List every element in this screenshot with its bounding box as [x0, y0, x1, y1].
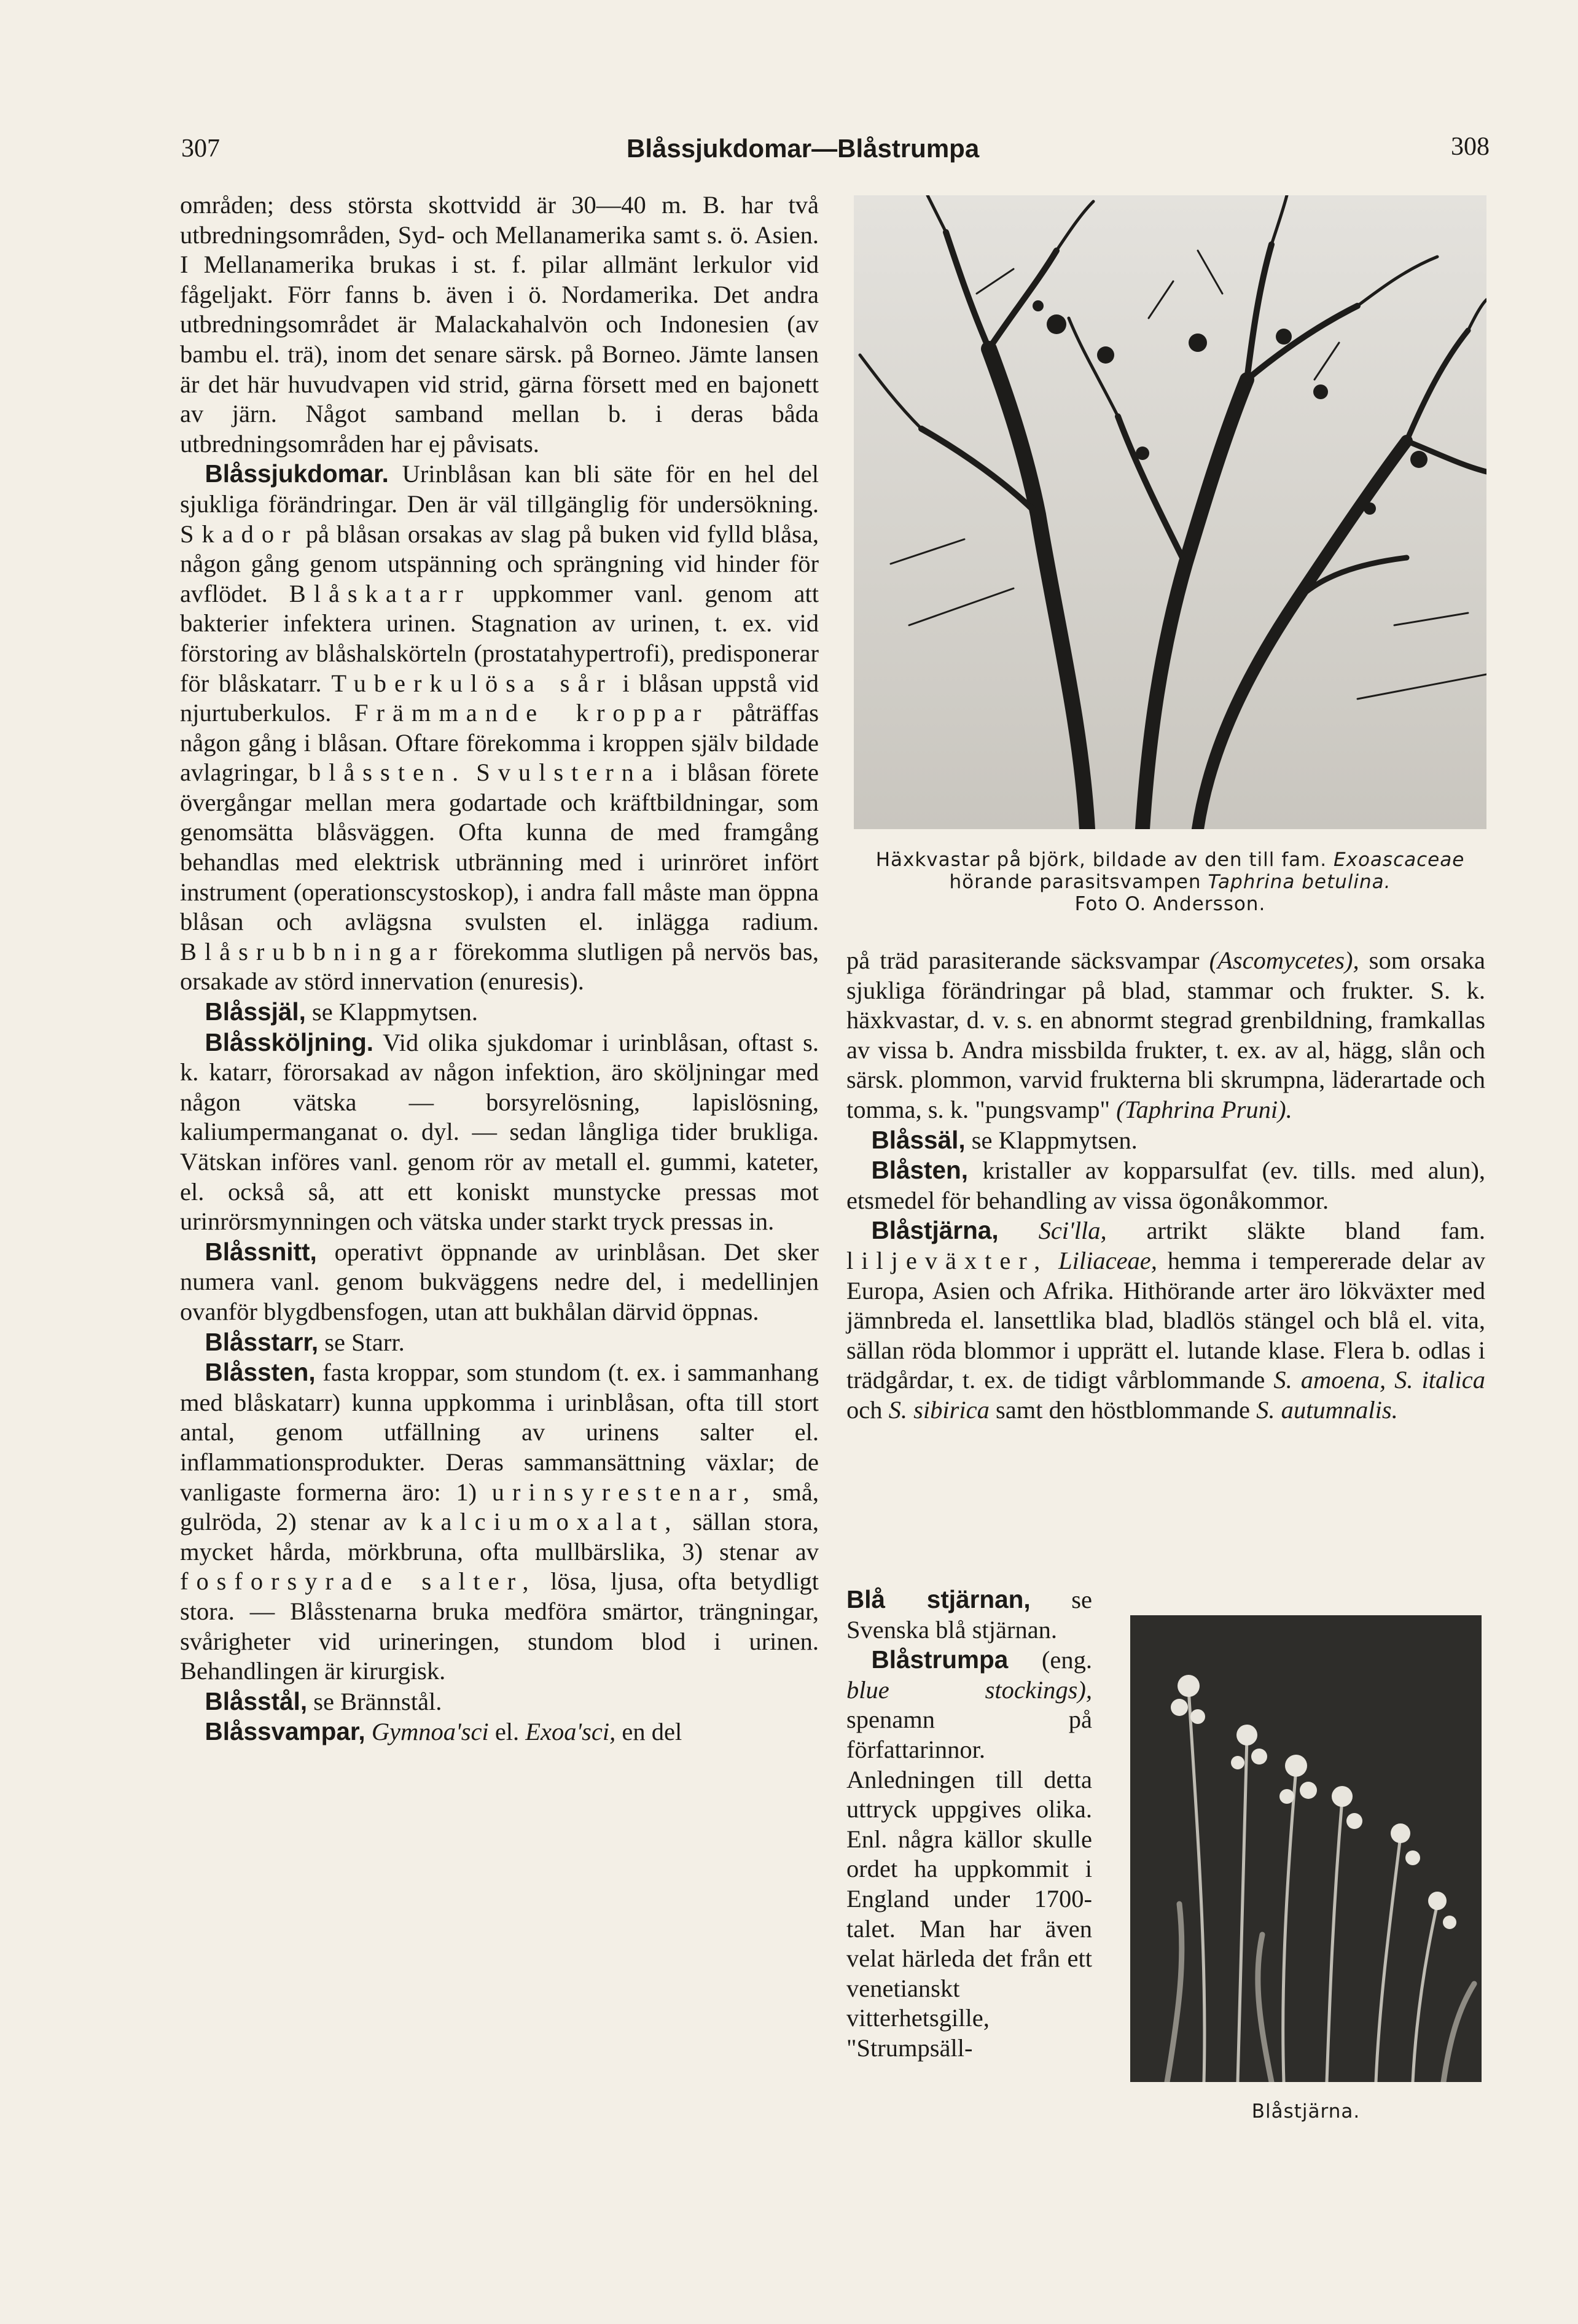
entry-blassten — [180, 1357, 819, 1686]
intro-paragraph: områden; dess största skottvidd är 30—40 m. B. har två utbredningsområden, Syd- och Mellanamerika samt s. ö. Asien. I Mellanamerika brukas i st. f. pilar allmänt lerkulor vid fågeljakt. Förr fanns b. även i ö. Nordamerika. Det andra utbredningsområdet är Malackahalvön och Indonesien (av bambu el. trä), inom det senare särsk. på Borneo. Jämte lansen är det här huvudvapen vid strid, gärna försett med en bajonett av järn. Något samband mellan b. i deras båda utbredningsområden har ej påvisats. — [180, 191, 819, 458]
caption-latin: Taphrina betulina. — [1208, 871, 1391, 893]
entry-text: artrikt släkte bland fam. — [1106, 1217, 1485, 1245]
continued-blassvampar — [846, 946, 1485, 1125]
entry-text: uppkommer vanl. genom att bakterier infektera urinen. Stagnation av urinen, t. ex. vid förstoring av blåshalskörteln (prostatahypertrofi), predisponerar för blåskatarr. — [180, 579, 819, 697]
spaced-term: Blåskatarr — [289, 579, 471, 607]
spaced-term: urinsyrestenar, — [491, 1478, 758, 1506]
entry-blasten — [846, 1155, 1485, 1215]
entry-blassjal — [180, 997, 819, 1027]
entry-text: i blåsan förete övergångar mellan mera godartade och kräftbildningar, som genomsätta blåsväggen. Ofta kunna de med framgång behandlas med elektrisk utbränning med i urinröret infört instrument (operationscystoskop), i andra fall måste man öppna blåsan och avlägsna svulsten el. inlägga radium. — [180, 758, 819, 936]
entry-blasstal — [180, 1686, 819, 1717]
latin-name: (Taphrina Pruni). — [1116, 1095, 1292, 1123]
right-column — [846, 946, 1485, 1425]
entry-term: Blå stjärnan, — [846, 1585, 1031, 1613]
entry-text: Urinblåsan kan bli säte för en hel del sjukliga förändringar. Den är väl tillgänglig för undersökning. — [180, 460, 819, 518]
entry-text: se Brännstål. — [307, 1687, 442, 1715]
flower-photo-caption: Blåstjärna. — [1251, 2100, 1361, 2123]
entry-text: hemma i tempererade delar av Europa, Asien och Afrika. Hithörande arter äro lökväxter med jämnbreda el. lansettlika blad, bladlös stängel och blå el. vita, sällan röda blommor i upprätt el. lutande klase. Flera b. odlas i trädgårdar, t. ex. de tidigt vårblommande — [846, 1246, 1486, 1394]
entry-text: förekomma slutligen på nervös bas, orsakade av störd innervation (enuresis). — [180, 937, 819, 996]
entry-text — [1048, 1247, 1058, 1274]
left-column — [180, 190, 819, 1747]
entry-blassvampar — [180, 1717, 819, 1747]
entry-text: kristaller av kopparsulfat (ev. tills. med alun), etsmedel för behandling av vissa ögonåkommor. — [846, 1156, 1485, 1214]
latin-name: blue stockings), — [846, 1675, 1092, 1704]
entry-text: se Klappmytsen. — [305, 998, 478, 1026]
caption-latin: Exoascaceae — [1334, 849, 1465, 871]
latin-name: Liliaceae, — [1058, 1246, 1157, 1274]
entry-blassal — [846, 1125, 1485, 1156]
latin-name: Gymnoa'sci — [371, 1718, 489, 1746]
entry-blastjarna — [846, 1215, 1485, 1425]
entry-term: Blåsten, — [871, 1156, 969, 1185]
entry-text: se Klappmytsen. — [965, 1126, 1138, 1154]
entry-blassnitt — [180, 1237, 819, 1327]
spaced-term: Blåsrubbningar — [180, 937, 445, 965]
entry-text: samt den höstblommande — [989, 1395, 1257, 1424]
latin-name: Sci'lla, — [998, 1217, 1107, 1245]
latin-name: (Ascomycetes), — [1209, 946, 1359, 974]
page-number-right: 308 — [1451, 133, 1490, 161]
latin-name: S. amoena, — [1273, 1366, 1386, 1394]
spaced-term: Tuberkulösa sår — [331, 669, 613, 697]
entry-term: Blåsstål, — [205, 1686, 308, 1715]
photo-witches-brooms-birch — [854, 195, 1486, 829]
entry-term: Blåssjäl, — [205, 997, 306, 1026]
entry-term: Blåssjukdomar. — [205, 459, 389, 488]
entry-text: operativt öppnande av urinblåsan. Det sker numera vanl. genom bukväggens nedre del, i medellinjen ovanför blygdbensfogen, utan att bukhålan därvid öppnas. — [180, 1238, 819, 1325]
entry-term: Blåstjärna, — [871, 1216, 999, 1245]
spaced-term: liljeväxter, — [846, 1246, 1049, 1274]
spaced-term: Svulsterna — [476, 758, 661, 787]
spaced-term: fosforsyrade salter, — [180, 1567, 537, 1596]
entry-blastrumpa — [846, 1645, 1092, 2063]
entry-term: Blåssäl, — [871, 1125, 966, 1154]
spaced-term: kalciumoxalat, — [420, 1508, 679, 1536]
caption-text: hörande parasitsvampen — [949, 871, 1208, 893]
entry-term: Blåssten, — [205, 1358, 316, 1387]
entry-text — [466, 758, 476, 786]
entry-term: Blåsstarr, — [205, 1327, 319, 1356]
tree-silhouette — [854, 195, 1486, 829]
entry-text: (eng. — [1008, 1646, 1092, 1674]
page-number-left: 307 — [181, 135, 220, 163]
spaced-term: Främmande kroppar — [354, 699, 709, 727]
latin-name: Exoa'sci, — [525, 1718, 616, 1746]
entry-blasskoljning — [180, 1027, 819, 1237]
entry-term: Blåssvampar, — [205, 1717, 365, 1746]
entry-text: små, gulröda, 2) stenar av — [180, 1478, 819, 1536]
spaced-term: Skador — [180, 520, 299, 548]
entry-term: Blåstrumpa — [871, 1645, 1009, 1674]
flower-stems — [1130, 1615, 1482, 2082]
entry-text: Vid olika sjukdomar i urinblåsan, oftast s. k. katarr, förorsakad av någon infektion, äro sköljningar med någon vätska — borsyrelösning, lapislösning, kaliumpermanganat o. dyl. — sedan långliga tider brukliga. Vätskan införes vanl. genom rör av metall el. gummi, kateter, el. också så, att ett koniskt munstycke pressas mot urinrörsmynningen och vätska under starkt tryck pressas in. — [180, 1028, 819, 1236]
narrow-column — [846, 1585, 1092, 2064]
running-title: Blåssjukdomar—Blåstrumpa — [627, 134, 980, 163]
entry-term: Blåssköljning. — [205, 1027, 374, 1056]
entry-text — [1386, 1366, 1394, 1394]
entry-text — [365, 1718, 372, 1745]
entry-text: se Starr. — [318, 1328, 405, 1356]
entry-text: el. — [488, 1718, 526, 1746]
entry-text: en del — [615, 1718, 682, 1746]
latin-name: S. sibirica — [888, 1395, 990, 1424]
photo-credit: Foto O. Andersson. — [1074, 893, 1266, 915]
entry-blassjukdomar — [180, 459, 819, 997]
spaced-term: blåssten. — [308, 758, 467, 787]
entry-text: i blåsan uppstå vid njurtuberkulos. — [180, 669, 819, 727]
latin-name: S. autumnalis. — [1256, 1395, 1398, 1424]
entry-term: Blåssnitt, — [205, 1237, 317, 1266]
entry-text: som orsaka sjukliga förändringar på blad, stammar och frukter. S. k. häxkvastar, d. v. s. en abnormt stegrad grenbildning, framkallas av vissa b. Andra missbilda frukter, t. ex. av al, hägg, slån och särsk. plommon, varvid frukterna bli skrumpna, läderartade och tomma, s. k. "pungsvamp" — [846, 946, 1485, 1123]
caption-text: Häxkvastar på björk, bildade av den till fam. — [875, 849, 1334, 871]
entry-text: lösa, ljusa, ofta betydligt stora. — Blåsstenarna bruka medföra smärtor, trängningar, svårigheter vid urineringen, stundom blod i urinen. Behandlingen är kirurgisk. — [180, 1567, 819, 1685]
entry-text: se Svenska blå stjärnan. — [846, 1586, 1092, 1644]
latin-name: S. italica — [1394, 1366, 1485, 1394]
entry-blasstarr — [180, 1327, 819, 1358]
entry-text: fasta kroppar, som stundom (t. ex. i sammanhang med blåskatarr) kunna uppkomma i urinblåsan, ofta till stort antal, genom utfällning av urinens salter el. inflammationsprodukter. Deras sammansättning växlar; de vanligaste formerna äro: 1) — [180, 1359, 819, 1506]
photo-scilla-flowers — [1130, 1615, 1482, 2082]
entry-text: sällan stora, mycket hårda, mörkbruna, ofta mullbärslika, 3) stenar av — [180, 1508, 819, 1566]
entry-text: påträffas någon gång i blåsan. Oftare förekomma i kroppen själv bildade avlagringar, — [180, 699, 819, 787]
entry-text: på blåsan orsakas av slag på buken vid fylld blåsa, någon gång genom utspänning och sprängning vid hinder för avflödet. — [180, 520, 819, 607]
entry-text: spenamn på författarinnor. Anledningen till detta uttryck uppgives olika. Enl. några källor skulle ordet ha uppkommit i England under 1700-talet. Man har även velat härleda det från ett venetianskt vitterhetsgille, "Strumpsäll- — [846, 1706, 1092, 2062]
entry-text: på träd parasiterande säcksvampar — [846, 946, 1209, 974]
entry-text: och — [846, 1395, 889, 1424]
entry-bla-stjarnan — [846, 1585, 1092, 1645]
tree-photo-caption — [848, 849, 1493, 915]
